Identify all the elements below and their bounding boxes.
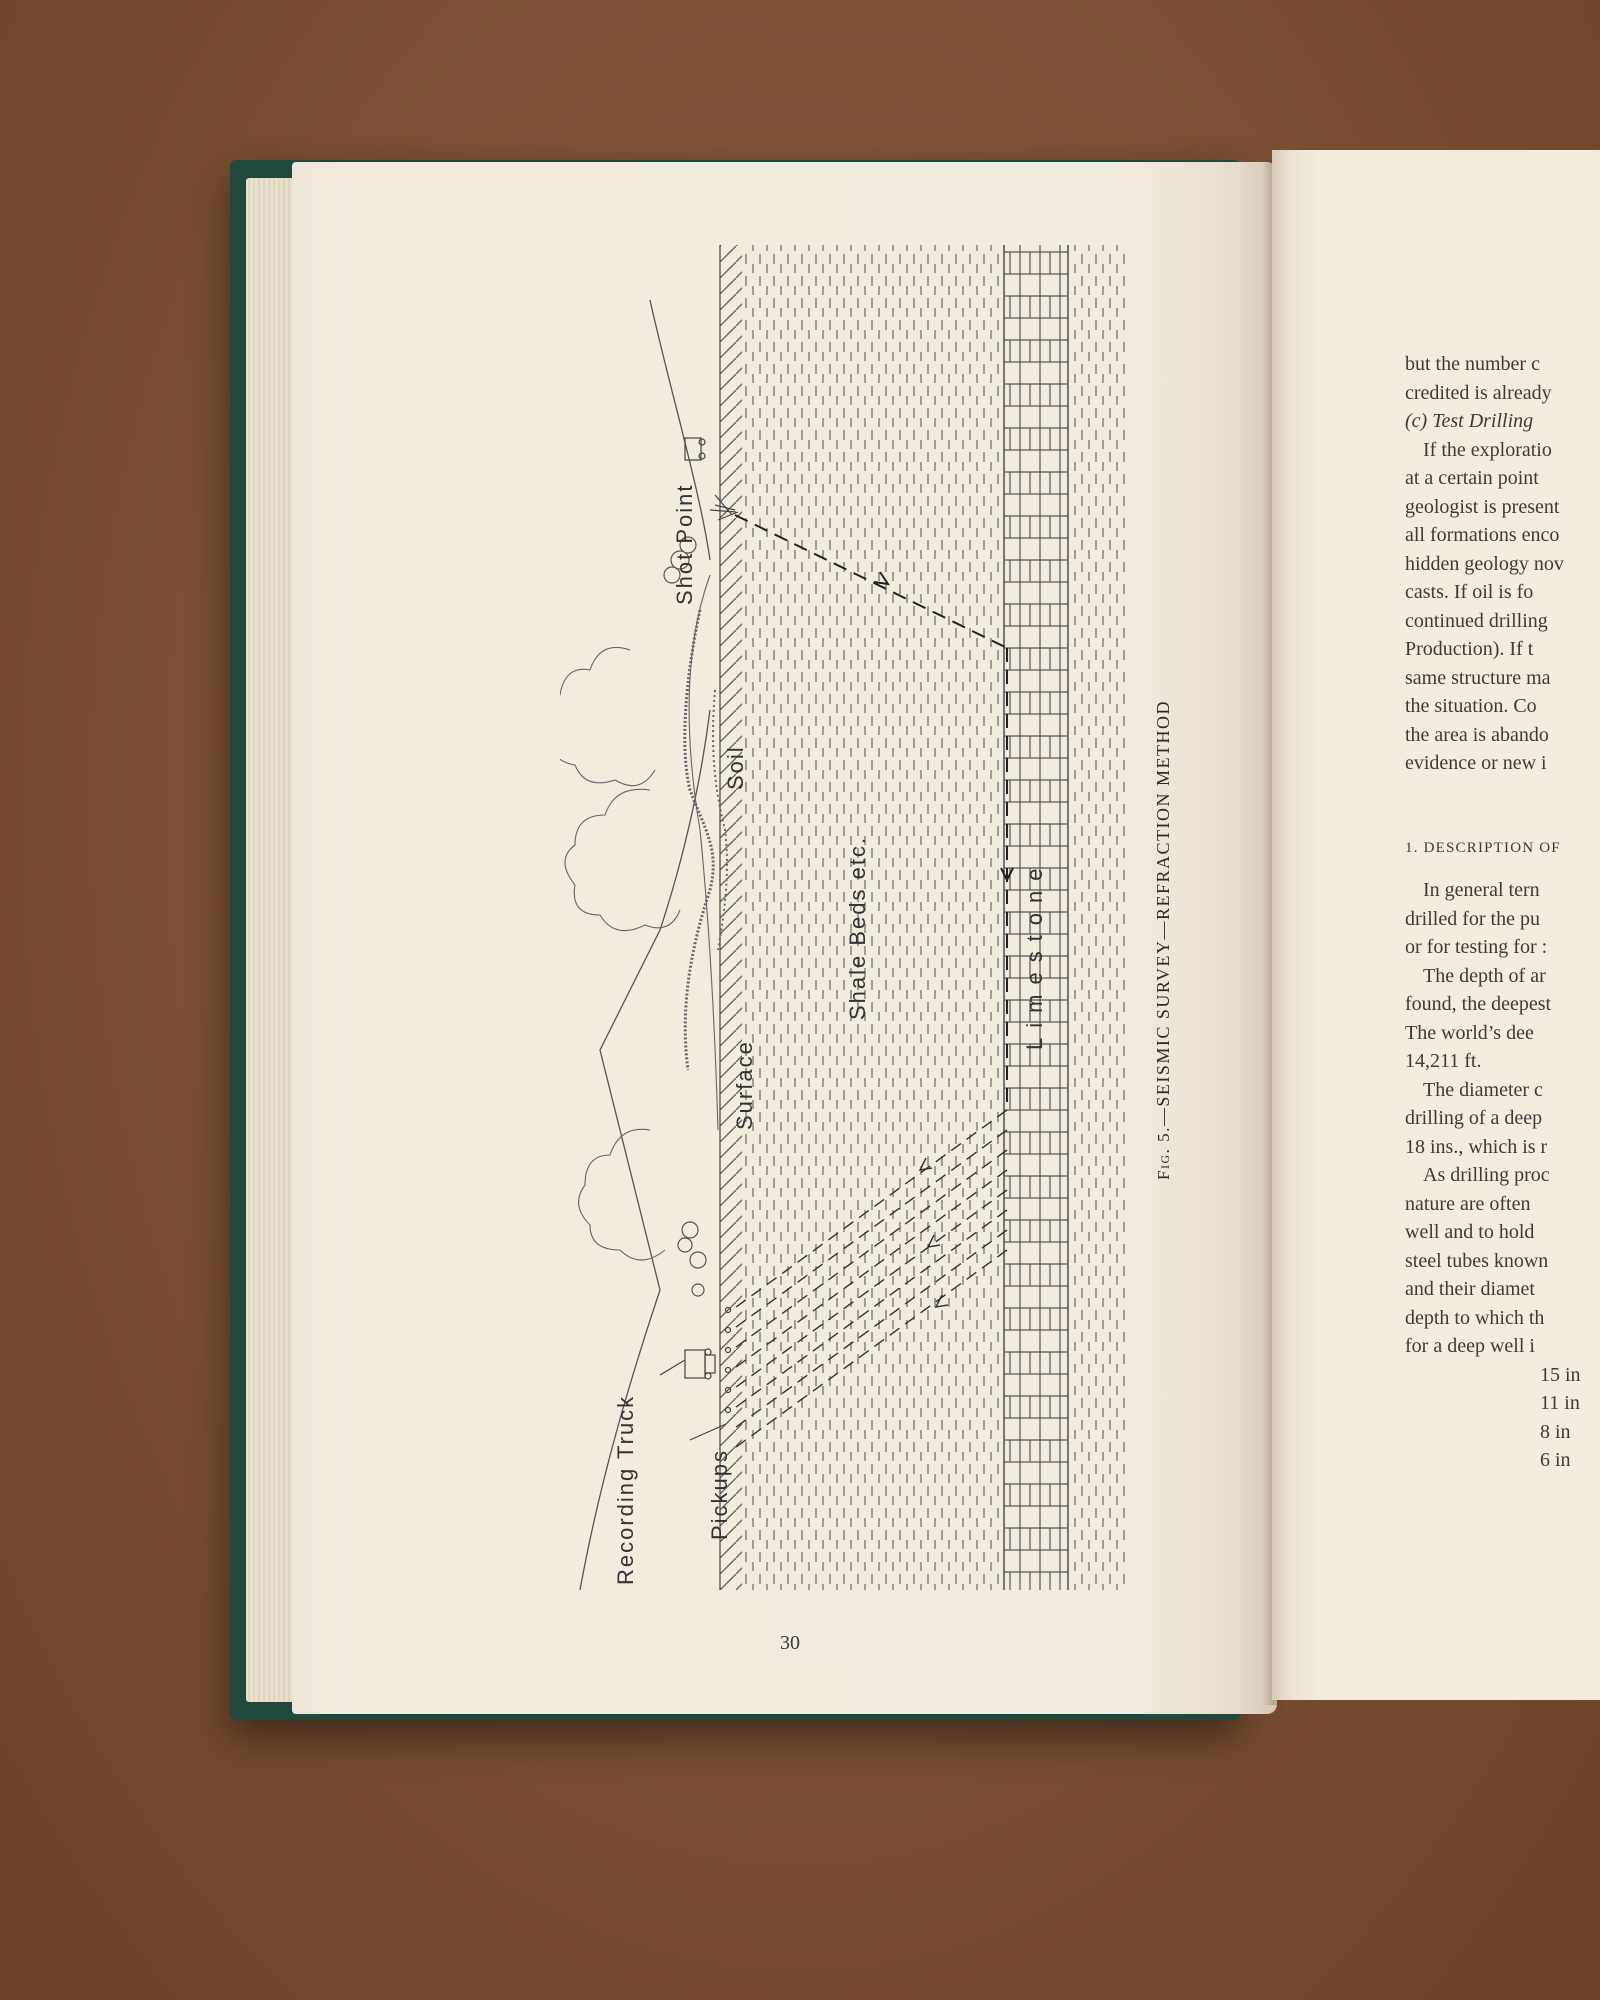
text-line: hidden geology nov (1405, 552, 1564, 575)
text-line: 18 ins., which is r (1405, 1135, 1548, 1158)
text-line: evidence or new i (1405, 752, 1547, 774)
caption-title: —SEISMIC SURVEY—REFRACTION METHOD (1153, 700, 1173, 1127)
soil-layer (720, 245, 742, 1590)
tree-cluster (664, 537, 706, 1296)
text-line: steel tubes known (1405, 1249, 1549, 1272)
section-heading: 1. DESCRIPTION OF (1405, 839, 1561, 856)
text-line: The diameter c (1423, 1078, 1543, 1101)
label-pickups: Pickups (707, 1448, 732, 1540)
cloud (579, 1129, 665, 1260)
text-line: geologist is present (1405, 495, 1560, 518)
text-line: all formations enco (1405, 524, 1560, 546)
text-line: the situation. Co (1405, 695, 1537, 717)
text-line: depth to which th (1405, 1306, 1545, 1329)
text-line: found, the deepest (1405, 993, 1552, 1015)
text-line: nature are often (1405, 1192, 1531, 1215)
text-line: and their diamet (1405, 1278, 1535, 1300)
text-line: well and to hold (1405, 1221, 1535, 1243)
text-line: same structure ma (1405, 666, 1551, 689)
text-line: drilled for the pu (1405, 907, 1540, 930)
text-line: In general tern (1423, 879, 1540, 901)
seismic-figure (560, 230, 1140, 1620)
label-soil: Soil (723, 745, 748, 790)
text-line: The world’s dee (1405, 1021, 1534, 1044)
text-line: 14,211 ft. (1405, 1050, 1482, 1072)
right-page-text (1405, 350, 1600, 1475)
figure-caption (1153, 700, 1174, 1180)
text-line: If the exploratio (1423, 438, 1552, 461)
text-line: casts. If oil is fo (1405, 581, 1534, 603)
text-line: or for testing for : (1405, 936, 1548, 958)
label-shot-point: Shot Point (672, 483, 697, 605)
list-item: 11 in (1540, 1392, 1580, 1414)
text-line: The depth of ar (1423, 964, 1546, 987)
text-line: for a deep well i (1405, 1335, 1535, 1357)
seismic-diagram (560, 230, 1140, 1620)
subheading-test-drilling: (c) Test Drilling (1405, 410, 1534, 432)
text-line: but the number c (1405, 353, 1540, 375)
label-shale-beds: Shale Beds etc. (845, 835, 870, 1020)
cloud (565, 789, 680, 930)
recording-truck-marker (660, 1349, 715, 1379)
list-item: 6 in (1540, 1449, 1571, 1471)
text-line: continued drilling (1405, 609, 1548, 632)
text-line: the area is abando (1405, 723, 1549, 746)
shale-layer (744, 245, 1004, 1590)
text-line: As drilling proc (1423, 1164, 1550, 1186)
label-recording-truck: Recording Truck (613, 1394, 638, 1585)
list-item: 15 in (1540, 1363, 1581, 1386)
text-line: credited is already (1405, 381, 1552, 404)
river (685, 610, 713, 1070)
list-item: 8 in (1540, 1420, 1571, 1443)
right-page (1272, 150, 1600, 1700)
text-line: drilling of a deep (1405, 1107, 1543, 1129)
label-limestone: Limestone (1022, 858, 1047, 1050)
label-surface: Surface (732, 1040, 757, 1130)
text-line: Production). If t (1405, 638, 1534, 660)
deep-shale-layer (1070, 245, 1130, 1590)
caption-prefix: Fig. 5. (1154, 1126, 1173, 1180)
cloud (560, 648, 655, 786)
text-line: at a certain point (1405, 467, 1539, 489)
page-number: 30 (780, 1632, 800, 1654)
